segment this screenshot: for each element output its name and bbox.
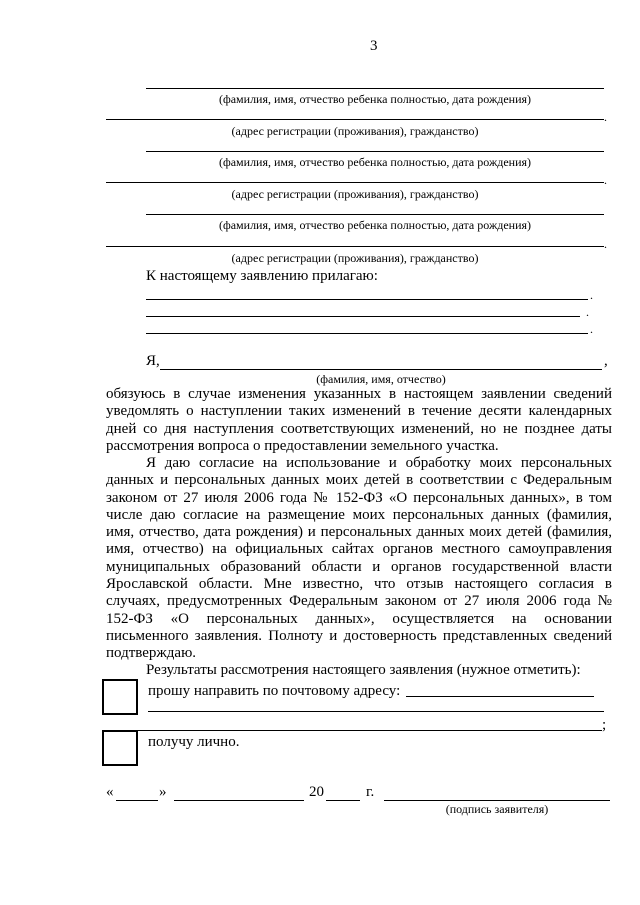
mail-address-line-3[interactable] [106, 730, 602, 731]
declarant-caption: (фамилия, имя, отчество) [316, 372, 446, 386]
date-year-prefix: 20 [309, 784, 324, 800]
child-1-address-line[interactable] [106, 119, 604, 120]
child-2-address-line[interactable] [106, 182, 604, 183]
child-3-name-caption: (фамилия, имя, отчество ребенка полностью, дата рождения) [218, 218, 532, 232]
child-3-address-line[interactable] [106, 246, 604, 247]
child-1-name-line[interactable] [146, 88, 604, 89]
personal-option-label: получу лично. [148, 734, 240, 750]
mail-checkbox[interactable] [102, 679, 138, 715]
mail-address-line-2[interactable] [148, 711, 604, 712]
attachment-line-1[interactable] [146, 299, 588, 300]
obligation-paragraph: обязуюсь в случае изменения указанных в настоящем заявлении сведений уведомлять о наступлении таких изменений в течение десяти календарных дней со дня наступления соответствующих изменений, но не позднее даты рассмотрения вопроса о предоставлении земельного участка. [106, 386, 612, 454]
child-2-address-caption: (адрес регистрации (проживания), гражданство) [231, 187, 479, 201]
page-number: 3 [370, 38, 378, 54]
date-quote-close: » [159, 784, 167, 800]
results-heading: Результаты рассмотрения настоящего заявления (нужное отметить): [146, 662, 581, 678]
declarant-suffix: , [604, 353, 608, 369]
date-year-field[interactable] [326, 800, 360, 801]
mail-end-punct: ; [602, 717, 607, 733]
child-3-name-line[interactable] [146, 214, 604, 215]
date-year-suffix: г. [366, 784, 375, 800]
signature-caption: (подпись заявителя) [445, 802, 549, 816]
signature-field[interactable] [384, 800, 610, 801]
date-quote-open: « [106, 784, 114, 800]
declarant-name-line[interactable] [160, 369, 602, 370]
attachment-line-2[interactable] [146, 316, 580, 317]
personal-checkbox[interactable] [102, 730, 138, 766]
child-2-name-caption: (фамилия, имя, отчество ребенка полностью, дата рождения) [218, 155, 532, 169]
child-2-name-line[interactable] [146, 151, 604, 152]
consent-paragraph: Я даю согласие на использование и обработку моих персональных данных и персональных данных моих детей в соответствии с Федеральным законом от 27 июля 2006 года № 152-ФЗ «О персональных данных», в том числе даю согласие на размещение моих персональных данных (фамилия, имя, отчество, дата рождения) и персональных данных моих детей (фамилия, имя, отчество) на официальных сайтах органов местного самоуправления муниципальных образований области и органов государственной власти Ярославской области. Мне известно, что отзыв настоящего согласия в случаях, предусмотренных Федеральным законом от 27 июля 2006 года № 152-ФЗ «О персональных данных», осуществляется на основании письменного заявления. Полноту и достоверность представленных сведений подтверждаю. [106, 455, 612, 662]
attachments-heading: К настоящему заявлению прилагаю: [146, 268, 378, 284]
child-1-name-caption: (фамилия, имя, отчество ребенка полностью, дата рождения) [218, 92, 532, 106]
child-1-address-caption: (адрес регистрации (проживания), гражданство) [231, 124, 479, 138]
declarant-prefix: Я, [146, 353, 160, 369]
mail-address-line-1[interactable] [406, 696, 594, 697]
mail-option-label: прошу направить по почтовому адресу: [148, 683, 401, 699]
date-day-field[interactable] [116, 800, 158, 801]
child-3-address-caption: (адрес регистрации (проживания), гражданство) [231, 251, 479, 265]
date-month-field[interactable] [174, 800, 304, 801]
attachment-line-3[interactable] [146, 333, 588, 334]
